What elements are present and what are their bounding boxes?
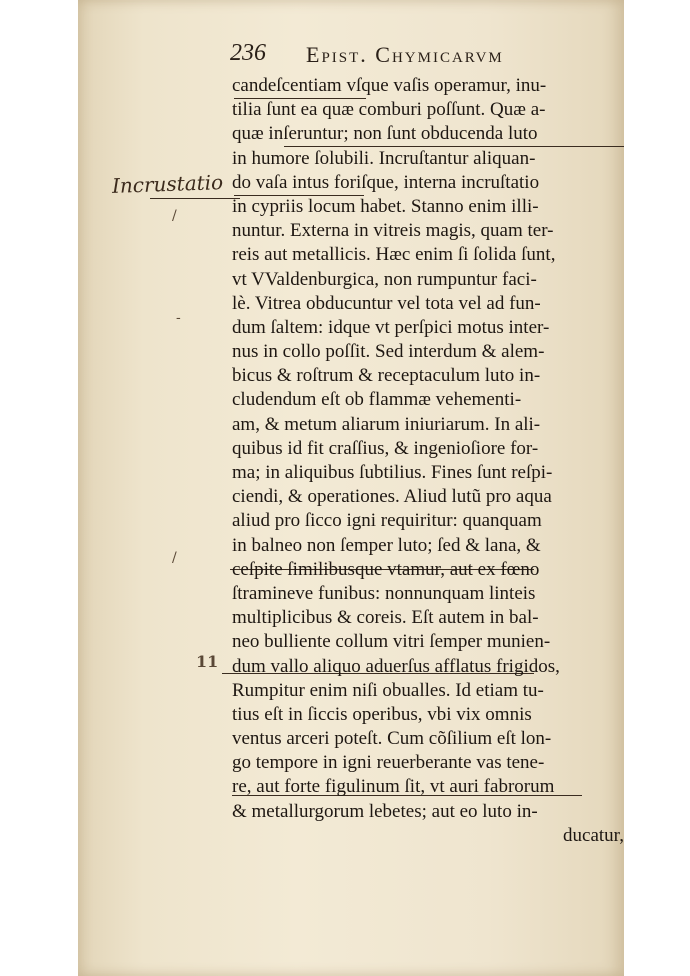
text-line: Rumpitur enim niſi obualles. Id etiam tu- (232, 679, 544, 701)
text-line: tilia ſunt ea quæ comburi poſſunt. Quæ a- (232, 99, 546, 121)
text-line: vt VValdenburgica, non rumpuntur faci- (232, 268, 537, 290)
margin-mark: - (176, 310, 181, 326)
text-line: lè. Vitrea obducuntur vel tota vel ad fun- (232, 292, 541, 314)
text-line: tius eſt in ſiccis operibus, vbi vix omnis (232, 703, 532, 725)
margin-mark: / (172, 208, 177, 224)
text-line: & metallurgorum lebetes; aut eo luto in- (232, 800, 538, 822)
text-line: aliud pro ſicco igni requiritur: quanquam (232, 510, 542, 532)
text-line: multiplicibus & coreis. Eſt autem in bal- (232, 607, 539, 629)
text-line: in humore ſolubili. Incruſtantur aliquan- (232, 147, 536, 169)
text-line: am, & metum aliarum iniuriarum. In ali- (232, 413, 541, 435)
catchword: ducatur, (563, 824, 624, 846)
text-line: go tempore in igni reuerberante vas tene- (232, 752, 545, 774)
text-line: nus in collo poſſit. Sed interdum & alem- (232, 341, 545, 363)
margin-mark: / (172, 550, 177, 566)
text-line: dum vallo aliquo aduerſus afflatus frigidos, (232, 655, 560, 677)
text-line: dum ſaltem: idque vt perſpici motus inter- (232, 316, 550, 338)
text-line: quibus id fit craſſius, & ingenioſiore for- (232, 437, 539, 459)
text-line: reis aut metallicis. Hæc enim ſi ſolida ſunt, (232, 244, 556, 266)
text-line: nuntur. Externa in vitreis magis, quam ter- (232, 220, 554, 242)
handwritten-margin-note: Incrustatio (111, 170, 224, 198)
text-line: re, aut forte figulinum ſit, vt auri fabrorum (232, 776, 555, 798)
margin-mark: 11 (196, 652, 219, 671)
underline-mark (150, 198, 240, 199)
text-line: ma; in aliquibus ſubtilius. Fines ſunt reſpi- (232, 462, 553, 483)
text-line: ſtramineve funibus: nonnunquam linteis (232, 582, 536, 604)
text-line: in balneo non ſemper luto; ſed & lana, & (232, 534, 541, 556)
text-line: candeſcentiam vſque vaſis operamur, inu- (232, 75, 547, 96)
running-head: Epist. Chymicarvm (306, 42, 504, 67)
text-line: ciendi, & operationes. Aliud lutũ pro aqua (232, 486, 552, 508)
text-line: quæ inſeruntur; non ſunt obducenda luto (232, 123, 538, 145)
page-header (230, 40, 628, 70)
text-line: ventus arceri poteſt. Cum cõſilium eſt lon- (232, 728, 552, 750)
text-line: neo bulliente collum vitri ſemper munien- (232, 631, 551, 653)
text-line: do vaſa intus foriſque, interna incruſtatio (232, 171, 540, 193)
text-line: in cypriis locum habet. Stanno enim illi- (232, 195, 539, 217)
text-line: bicus & roſtrum & receptaculum luto in- (232, 365, 541, 387)
body-text (232, 74, 624, 848)
page-number: 236 (230, 40, 266, 66)
text-line: ceſpite ſimilibusque vtamur, aut ex fœno (232, 558, 540, 580)
text-line: cludendum eſt ob flammæ vehementi- (232, 389, 522, 411)
